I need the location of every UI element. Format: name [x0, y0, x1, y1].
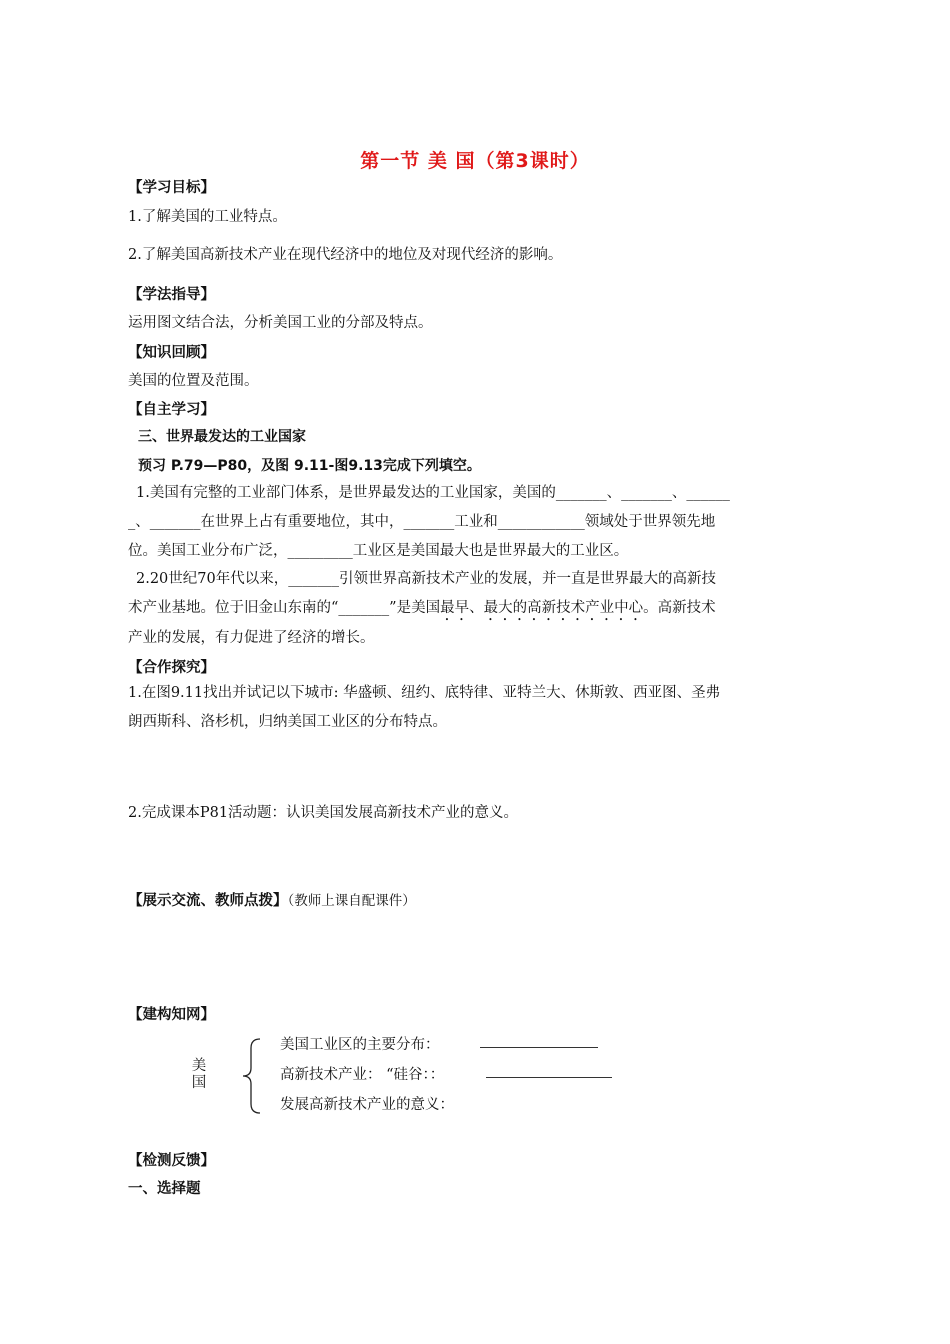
network-root: 美国 [191, 1058, 207, 1091]
q1-line-1: 1.美国有完整的工业部门体系，是世界最发达的工业国家，美国的_______、_______、______ [136, 485, 730, 501]
q2-line-1: 2.20世纪70年代以来，_______引领世界高新技术产业的发展，并一直是世界最大的高新技 [136, 571, 716, 587]
heading-self-study: 【自主学习】 [128, 402, 215, 418]
q2-line-2 [128, 594, 824, 624]
q2-line-2a: 术产业基地。位于旧金山东南的“_______”是美国 [128, 600, 441, 616]
fill-question-1 [128, 479, 824, 566]
coop-q1-line-1: 1.在图9.11找出并试记以下城市: 华盛顿、纽约、底特律、亚特兰大、休斯敦、西亚图、圣弗 [128, 685, 721, 701]
heading-cooperate: 【合作探究】 [128, 660, 215, 676]
page-title: 第一节 美 国（第3课时） [360, 150, 590, 172]
q2-emphasis: 最早、最大的高新技术产业中心 [440, 600, 644, 616]
blank-line [486, 1077, 612, 1078]
cooperate-question-2: 2.完成课本P81活动题：认识美国发展高新技术产业的意义。 [128, 805, 519, 821]
section-choice: 一、选择题 [128, 1181, 201, 1197]
network-item-significance: 发展高新技术产业的意义： [280, 1097, 454, 1113]
show-heading-text: 【展示交流、教师点拨】 [128, 893, 288, 909]
cooperate-question-1 [128, 679, 824, 737]
heading-network: 【建构知网】 [128, 1007, 215, 1023]
blank-line [480, 1047, 598, 1048]
heading-feedback: 【检测反馈】 [128, 1153, 215, 1169]
heading-method: 【学法指导】 [128, 287, 215, 303]
section-industry: 三、世界最发达的工业国家 [138, 429, 306, 445]
method-text: 运用图文结合法，分析美国工业的分部及特点。 [128, 315, 433, 331]
network-item-hightech: 高新技术产业： “硅谷：： [280, 1067, 445, 1083]
heading-show [128, 889, 416, 910]
goal-1: 1.了解美国的工业特点。 [128, 209, 287, 225]
preview-instruction: 预习 P.79—P80，及图 9.11-图9.13完成下列填空。 [138, 458, 481, 474]
show-note: （教师上课自配课件） [287, 893, 416, 909]
curly-brace-icon [240, 1038, 262, 1114]
goal-2: 2.了解美国高新技术产业在现代经济中的地位及对现代经济的影响。 [128, 247, 563, 263]
heading-review: 【知识回顾】 [128, 345, 215, 361]
q1-line-3: 位。美国工业分布广泛，_________工业区是美国最大也是世界最大的工业区。 [128, 543, 629, 559]
q1-line-2: _、_______在世界上占有重要地位，其中，_______工业和____________领域处于世界领先地 [128, 514, 716, 530]
heading-goals: 【学习目标】 [128, 180, 215, 196]
review-text: 美国的位置及范围。 [128, 373, 259, 389]
network-item-industry: 美国工业区的主要分布： [280, 1037, 440, 1053]
fill-question-2 [128, 565, 824, 653]
coop-q1-line-2: 朗西斯科、洛杉机，归纳美国工业区的分布特点。 [128, 714, 447, 730]
q2-line-3: 产业的发展，有力促进了经济的增长。 [128, 630, 375, 646]
q2-line-2c: 。高新技术 [643, 600, 716, 616]
